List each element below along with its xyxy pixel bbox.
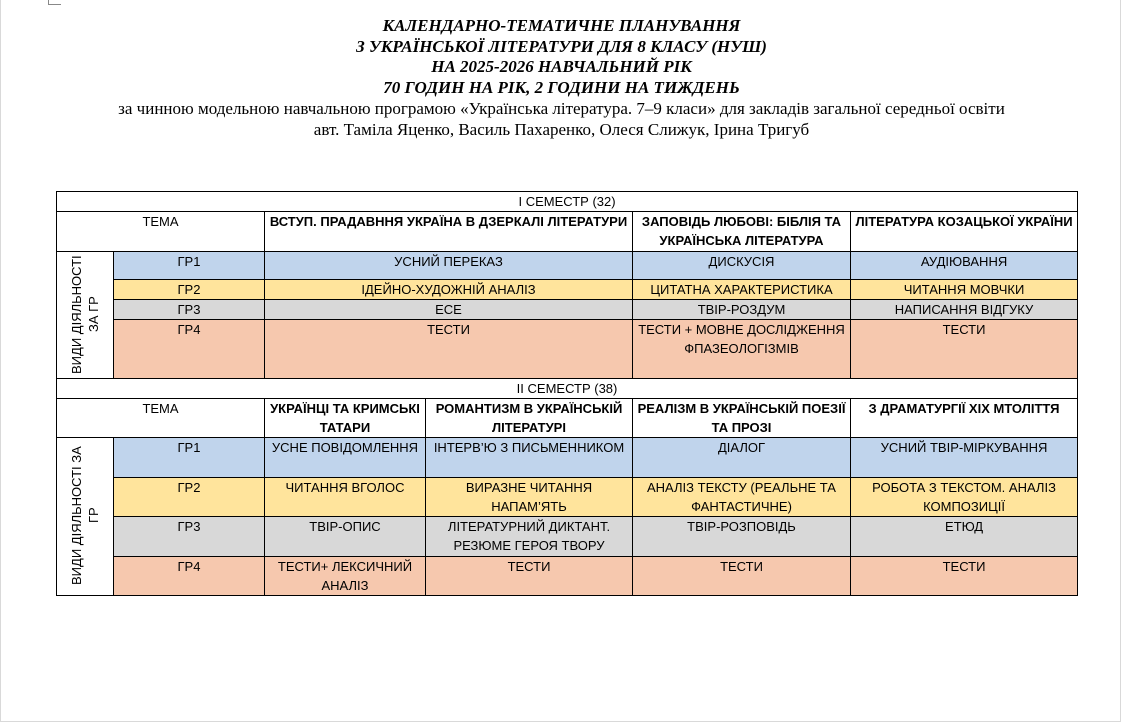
activity-cell: ТВІР-РОЗПОВІДЬ <box>633 517 851 557</box>
tema-label: ТЕМА <box>57 399 265 438</box>
planning-table <box>56 191 1078 596</box>
semester-2-topics-row <box>57 399 1078 438</box>
group-label: ГР2 <box>114 280 265 300</box>
document-header <box>0 16 1123 140</box>
activity-cell: АУДІЮВАННЯ <box>851 252 1078 280</box>
topic-cell: ЛІТЕРАТУРА КОЗАЦЬКОЇ УКРАЇНИ <box>851 212 1078 252</box>
activity-cell: ІНТЕРВ’Ю З ПИСЬМЕННИКОМ <box>426 438 633 478</box>
activity-label: ВИДИ ДІЯЛЬНОСТІ ЗА ГР <box>69 446 101 585</box>
group-row <box>57 478 1078 517</box>
activity-label: ВИДИ ДІЯЛЬНОСТІ ЗА ГР <box>69 255 101 374</box>
activity-cell: ЛІТЕРАТУРНИЙ ДИКТАНТ. РЕЗЮМЕ ГЕРОЯ ТВОРУ <box>426 517 633 557</box>
activity-cell: ДІАЛОГ <box>633 438 851 478</box>
semester-1-title: І СЕМЕСТР (32) <box>57 192 1078 212</box>
topic-cell: РЕАЛІЗМ В УКРАЇНСЬКІЙ ПОЕЗІЇ ТА ПРОЗІ <box>633 399 851 438</box>
group-row <box>57 300 1078 320</box>
semester-1-row <box>57 192 1078 212</box>
activity-cell: ДИСКУСІЯ <box>633 252 851 280</box>
text-boundary-mark <box>48 0 61 5</box>
activity-cell: ТЕСТИ + МОВНЕ ДОСЛІДЖЕННЯ ФПАЗЕОЛОГІЗМІВ <box>633 320 851 379</box>
activity-cell: ТЕСТИ <box>426 557 633 596</box>
activity-cell: ІДЕЙНО-ХУДОЖНІЙ АНАЛІЗ <box>265 280 633 300</box>
group-label: ГР3 <box>114 517 265 557</box>
group-row <box>57 557 1078 596</box>
semester-2-title: ІІ СЕМЕСТР (38) <box>57 379 1078 399</box>
activity-cell: ЦИТАТНА ХАРАКТЕРИСТИКА <box>633 280 851 300</box>
group-label: ГР4 <box>114 320 265 379</box>
activity-cell: РОБОТА З ТЕКСТОМ. АНАЛІЗ КОМПОЗИЦІЇ <box>851 478 1078 517</box>
group-label: ГР4 <box>114 557 265 596</box>
group-row <box>57 280 1078 300</box>
activity-cell: ЧИТАННЯ ВГОЛОС <box>265 478 426 517</box>
topic-cell: ВСТУП. ПРАДАВННЯ УКРАЇНА В ДЗЕРКАЛІ ЛІТЕРАТУРИ <box>265 212 633 252</box>
activity-cell: УСНИЙ ПЕРЕКАЗ <box>265 252 633 280</box>
topic-cell: УКРАЇНЦІ ТА КРИМСЬКІ ТАТАРИ <box>265 399 426 438</box>
authors-line: авт. Таміла Яценко, Василь Пахаренко, Олеся Слижук, Ірина Тригуб <box>313 120 810 139</box>
activity-cell: ТВІР-РОЗДУМ <box>633 300 851 320</box>
activity-cell: ТЕСТИ <box>633 557 851 596</box>
group-label: ГР1 <box>114 252 265 280</box>
topic-cell: РОМАНТИЗМ В УКРАЇНСЬКІЙ ЛІТЕРАТУРІ <box>426 399 633 438</box>
activity-label-cell <box>57 438 114 596</box>
title-line-1: КАЛЕНДАРНО-ТЕМАТИЧНЕ ПЛАНУВАННЯ <box>382 16 741 35</box>
semester-2-row <box>57 379 1078 399</box>
program-line: за чинною модельною навчальною програмою «Українська література. 7–9 класи» для закладів загальної середньої освіти <box>118 99 1005 118</box>
activity-cell: ТЕСТИ <box>851 320 1078 379</box>
group-label: ГР1 <box>114 438 265 478</box>
activity-cell: АНАЛІЗ ТЕКСТУ (РЕАЛЬНЕ ТА ФАНТАСТИЧНЕ) <box>633 478 851 517</box>
topic-cell: ЗАПОВІДЬ ЛЮБОВІ: БІБЛІЯ ТА УКРАЇНСЬКА ЛІТЕРАТУРА <box>633 212 851 252</box>
activity-cell: НАПИСАННЯ ВІДГУКУ <box>851 300 1078 320</box>
activity-cell: ЕТЮД <box>851 517 1078 557</box>
group-row <box>57 252 1078 280</box>
semester-1-topics-row <box>57 212 1078 252</box>
activity-cell: ТВІР-ОПИС <box>265 517 426 557</box>
group-label: ГР3 <box>114 300 265 320</box>
group-row <box>57 517 1078 557</box>
activity-cell: ТЕСТИ <box>265 320 633 379</box>
activity-cell: ВИРАЗНЕ ЧИТАННЯ НАПАМ’ЯТЬ <box>426 478 633 517</box>
group-label: ГР2 <box>114 478 265 517</box>
activity-cell: УСНИЙ ТВІР-МІРКУВАННЯ <box>851 438 1078 478</box>
activity-cell: ЧИТАННЯ МОВЧКИ <box>851 280 1078 300</box>
title-line-3: НА 2025-2026 НАВЧАЛЬНИЙ РІК <box>431 57 692 76</box>
activity-label-cell <box>57 252 114 379</box>
activity-cell: УСНЕ ПОВІДОМЛЕННЯ <box>265 438 426 478</box>
topic-cell: З ДРАМАТУРГІЇ ХІХ МТОЛІТТЯ <box>851 399 1078 438</box>
activity-cell: ЕСЕ <box>265 300 633 320</box>
tema-label: ТЕМА <box>57 212 265 252</box>
group-row <box>57 320 1078 379</box>
title-line-4: 70 ГОДИН НА РІК, 2 ГОДИНИ НА ТИЖДЕНЬ <box>383 77 740 97</box>
activity-cell: ТЕСТИ+ ЛЕКСИЧНИЙ АНАЛІЗ <box>265 557 426 596</box>
activity-cell: ТЕСТИ <box>851 557 1078 596</box>
group-row <box>57 438 1078 478</box>
title-line-2: З УКРАЇНСЬКОЇ ЛІТЕРАТУРИ ДЛЯ 8 КЛАСУ (НУШ) <box>356 36 767 56</box>
